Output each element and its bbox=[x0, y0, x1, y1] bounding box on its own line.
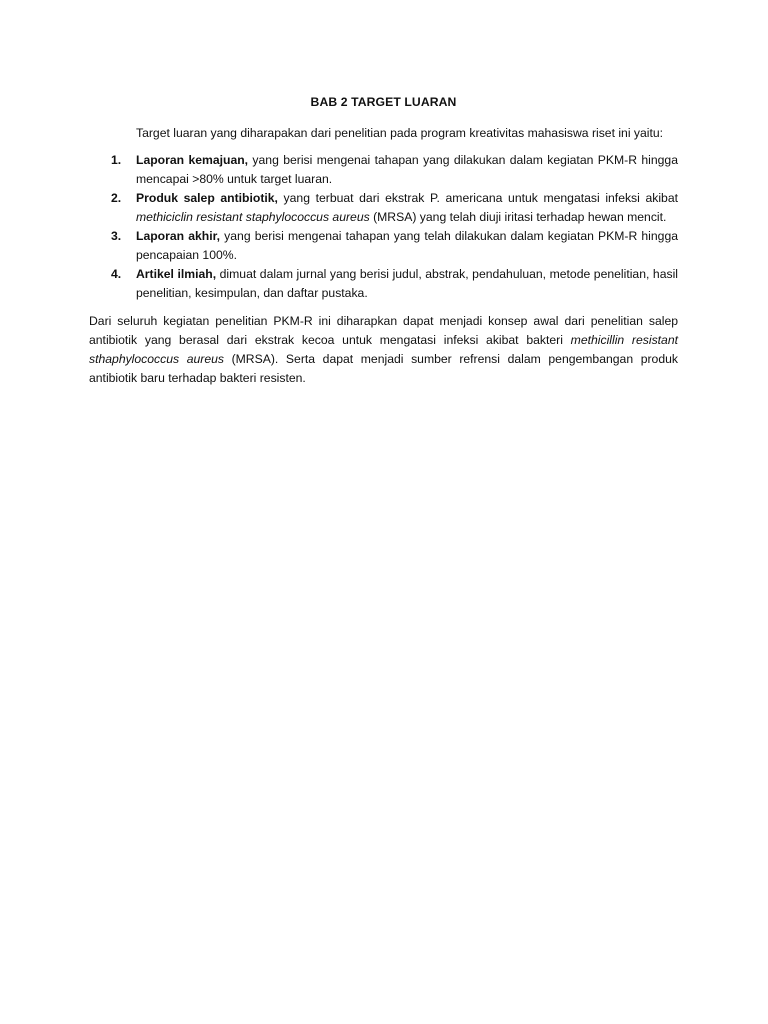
item-term: Laporan akhir, bbox=[136, 229, 221, 243]
item-italic-term: methiciclin resistant staphylococcus aureus bbox=[136, 210, 370, 224]
closing-paragraph bbox=[89, 312, 678, 388]
item-text: (MRSA) yang telah diuji iritasi terhadap hewan mencit. bbox=[369, 210, 667, 224]
list-number: 4. bbox=[111, 267, 122, 281]
list-number: 1. bbox=[111, 153, 122, 167]
list-item bbox=[89, 189, 678, 227]
closing-text: Dari seluruh kegiatan penelitian PKM-R ini diharapkan dapat menjadi konsep awal dari penelitian salep antibiotik yang berasal dari ekstrak kecoa untuk mengatasi infeksi akibat bakteri bbox=[89, 314, 678, 347]
item-text: dimuat dalam jurnal yang berisi judul, abstrak, pendahuluan, metode penelitian, hasil penelitian, kesimpulan, dan daftar pustaka. bbox=[136, 267, 678, 300]
item-text: yang berisi mengenai tahapan yang telah dilakukan dalam kegiatan PKM-R hingga pencapaian 100%. bbox=[136, 229, 678, 262]
list-number: 3. bbox=[111, 229, 122, 243]
list-number: 2. bbox=[111, 191, 122, 205]
item-text: yang berisi mengenai tahapan yang dilakukan dalam kegiatan PKM-R hingga mencapai >80% untuk target luaran. bbox=[136, 153, 678, 186]
closing-italic-term: methicillin resistant sthaphylococcus aureus bbox=[89, 333, 678, 366]
item-text: yang terbuat dari ekstrak P. americana untuk mengatasi infeksi akibat bbox=[277, 191, 678, 205]
item-term: Artikel ilmiah, bbox=[136, 267, 217, 281]
document-body bbox=[89, 93, 678, 388]
item-term: Laporan kemajuan, bbox=[136, 153, 249, 167]
list-item bbox=[89, 265, 678, 303]
closing-text: (MRSA). Serta dapat menjadi sumber refrensi dalam pengembangan produk antibiotik baru terhadap bakteri resisten. bbox=[89, 352, 678, 385]
list-item bbox=[89, 227, 678, 265]
intro-paragraph: Target luaran yang diharapakan dari penelitian pada program kreativitas mahasiswa riset ini yaitu: bbox=[136, 126, 664, 140]
item-term: Produk salep antibiotik, bbox=[136, 191, 278, 205]
list-item bbox=[89, 151, 678, 189]
chapter-title: BAB 2 TARGET LUARAN bbox=[310, 95, 457, 109]
target-list bbox=[89, 151, 678, 303]
